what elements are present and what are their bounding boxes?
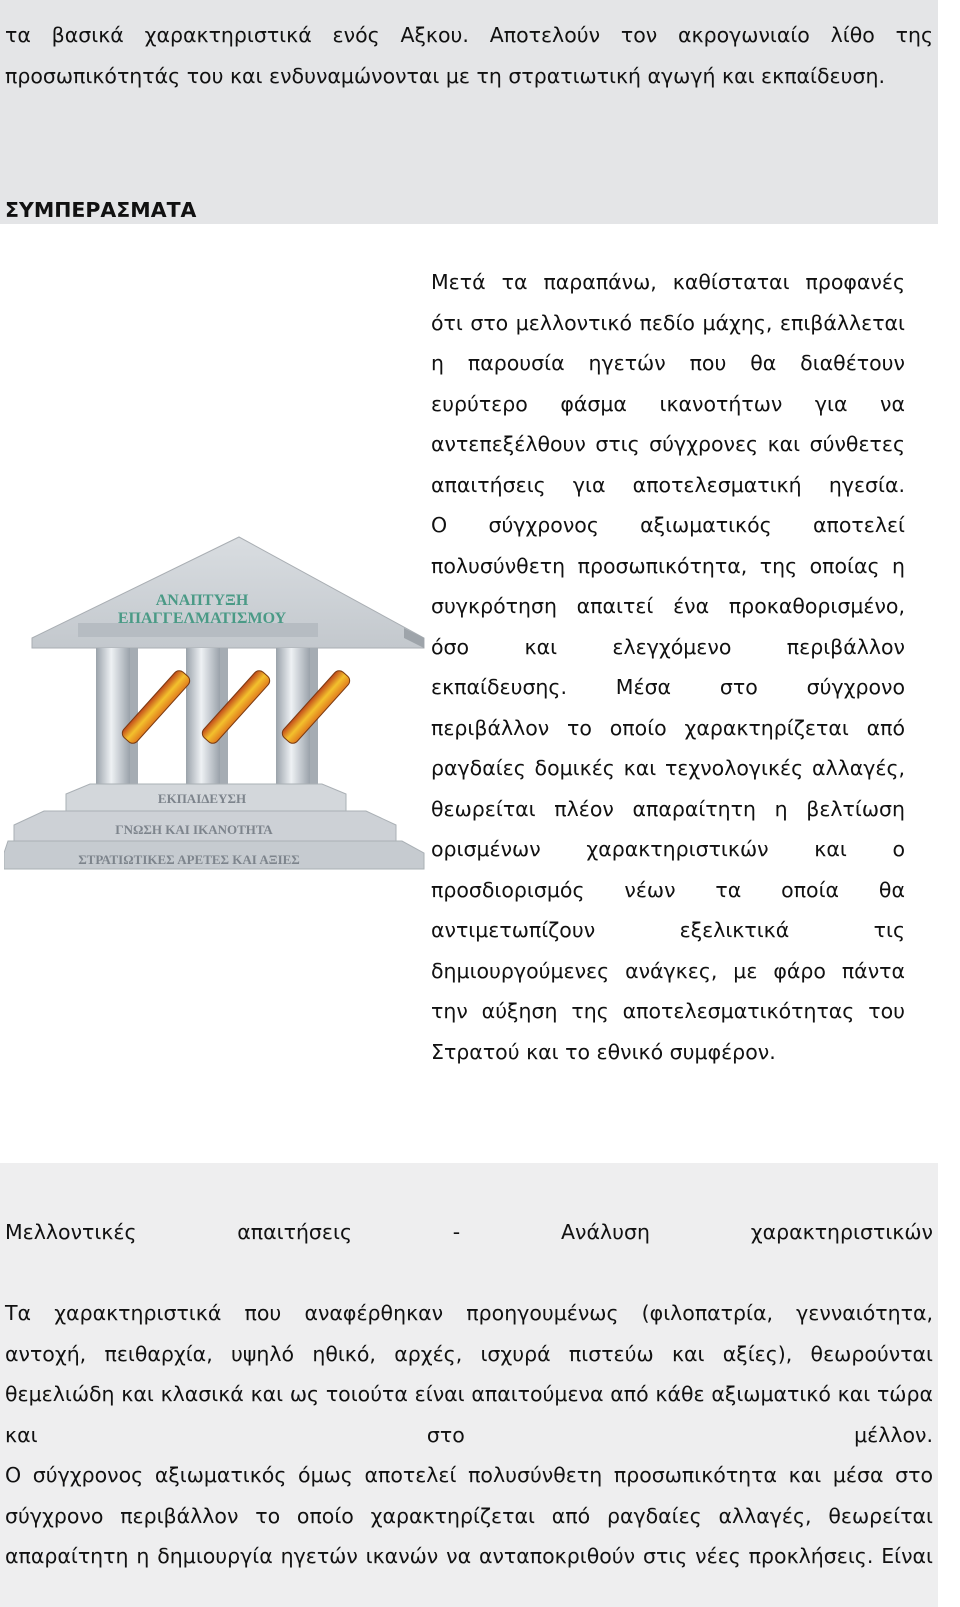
paragraph-line: ευρύτερο φάσμα ικανοτήτων για να bbox=[431, 391, 905, 416]
column bbox=[96, 648, 130, 788]
paragraph-line: Μετά τα παραπάνω, καθίσταται προφανές bbox=[431, 270, 905, 294]
paragraph-line: θεμελιώδη και κλασικά και ως τοιούτα είναι απαιτούμενα από κάθε αξιωματικό και τώρα bbox=[5, 1382, 933, 1406]
paragraph-line: η παρουσία ηγετών που θα διαθέτουν bbox=[431, 351, 905, 375]
subheading-word: απαιτήσεις bbox=[237, 1220, 352, 1244]
top-paragraph bbox=[5, 15, 933, 96]
paragraph-line: περιβάλλον το οποίο χαρακτηρίζεται από bbox=[431, 715, 905, 740]
pediment-title-line1: ΑΝΑΠΤΥΞΗ bbox=[155, 592, 249, 609]
paragraph-line: ραγδαίες δομικές και τεχνολογικές αλλαγές, bbox=[431, 756, 905, 780]
conclusions-paragraph bbox=[431, 262, 905, 1072]
paragraph-line: εκπαίδευσης. Μέσα στο σύγχρονο bbox=[431, 675, 905, 699]
paragraph-line: απαραίτητη η δημιουργία ηγετών ικανών να ανταποκριθούν στις νέες προκλήσεις. Είναι bbox=[5, 1544, 933, 1568]
subheading-word: χαρακτηριστικών bbox=[750, 1220, 933, 1244]
paragraph-line: Ο σύγχρονος αξιωματικός όμως αποτελεί πολυσύνθετη προσωπικότητα και μέσα στο bbox=[5, 1463, 933, 1487]
paragraph-line: ορισμένων χαρακτηριστικών και ο bbox=[431, 837, 905, 861]
paragraph-line: όσο και ελεγχόμενο περιβάλλον bbox=[431, 634, 905, 659]
paragraph-line: Τα χαρακτηριστικά που αναφέρθηκαν προηγουμένως (φιλοπατρία, γενναιότητα, bbox=[5, 1301, 933, 1325]
temple-illustration bbox=[4, 535, 428, 875]
paragraph-line: Στρατού και το εθνικό συμφέρον. bbox=[431, 1039, 776, 1064]
subheading-word: Μελλοντικές bbox=[5, 1220, 137, 1244]
subheading-line bbox=[5, 1212, 933, 1253]
paragraph-line: αντεπεξέλθουν στις σύγχρονες και σύνθετες bbox=[431, 432, 905, 456]
subheading-word: - bbox=[452, 1220, 461, 1244]
paragraph-line: την αύξηση της αποτελεσματικότητας του bbox=[431, 999, 905, 1023]
paragraph-line: προσωπικότητάς του και ενδυναμώνονται με τη στρατιωτική αγωγή και εκπαίδευση. bbox=[5, 63, 885, 88]
paragraph-line: απαιτήσεις για αποτελεσματική ηγεσία. bbox=[431, 472, 905, 497]
columns bbox=[96, 648, 318, 788]
step-label-knowledge: ΓΝΩΣΗ ΚΑΙ ΙΚΑΝΟΤΗΤΑ bbox=[115, 822, 273, 837]
subheading-word: Ανάλυση bbox=[560, 1220, 650, 1244]
paragraph-line: θεωρείται πλέον απαραίτητη η βελτίωση bbox=[431, 796, 905, 821]
bottom-paragraph bbox=[5, 1293, 933, 1577]
step-label-virtues: ΣΤΡΑΤΙΩΤΙΚΕΣ ΑΡΕΤΕΣ ΚΑΙ ΑΞΙΕΣ bbox=[78, 852, 300, 867]
paragraph-line: αντοχή, πειθαρχία, υψηλό ηθικό, αρχές, ισχυρά πιστεύω και αξίες), θεωρούνται bbox=[5, 1341, 933, 1366]
pediment-title-line2: ΕΠΑΓΓΕΛΜΑΤΙΣΜΟΥ bbox=[117, 610, 287, 627]
paragraph-line: και στο μέλλον. bbox=[5, 1422, 933, 1447]
paragraph-line: σύγχρονο περιβάλλον το οποίο χαρακτηρίζεται από ραγδαίες αλλαγές, θεωρείται bbox=[5, 1503, 933, 1528]
step-label-education: ΕΚΠΑΙΔΕΥΣΗ bbox=[157, 791, 247, 806]
paragraph-line: πολυσύνθετη προσωπικότητα, της οποίας η bbox=[431, 553, 905, 578]
paragraph-line: ότι στο μελλοντικό πεδίο μάχης, επιβάλλεται bbox=[431, 310, 905, 335]
section-heading: ΣΥΜΠΕΡΑΣΜΑΤΑ bbox=[5, 198, 197, 222]
paragraph-line: προσδιορισμός νέων τα οποία θα bbox=[431, 877, 905, 902]
paragraph-line: τα βασικά χαρακτηριστικά ενός Αξκου. Αποτελούν τον ακρογωνιαίο λίθο της bbox=[5, 23, 933, 47]
paragraph-line: αντιμετωπίζουν εξελικτικά τις bbox=[431, 918, 905, 942]
paragraph-line: Ο σύγχρονος αξιωματικός αποτελεί bbox=[431, 513, 905, 537]
subheading bbox=[5, 1212, 933, 1253]
paragraph-line: συγκρότηση απαιτεί ένα προκαθορισμένο, bbox=[431, 594, 905, 618]
paragraph-line: δημιουργούμενες ανάγκες, με φάρο πάντα bbox=[431, 958, 905, 983]
